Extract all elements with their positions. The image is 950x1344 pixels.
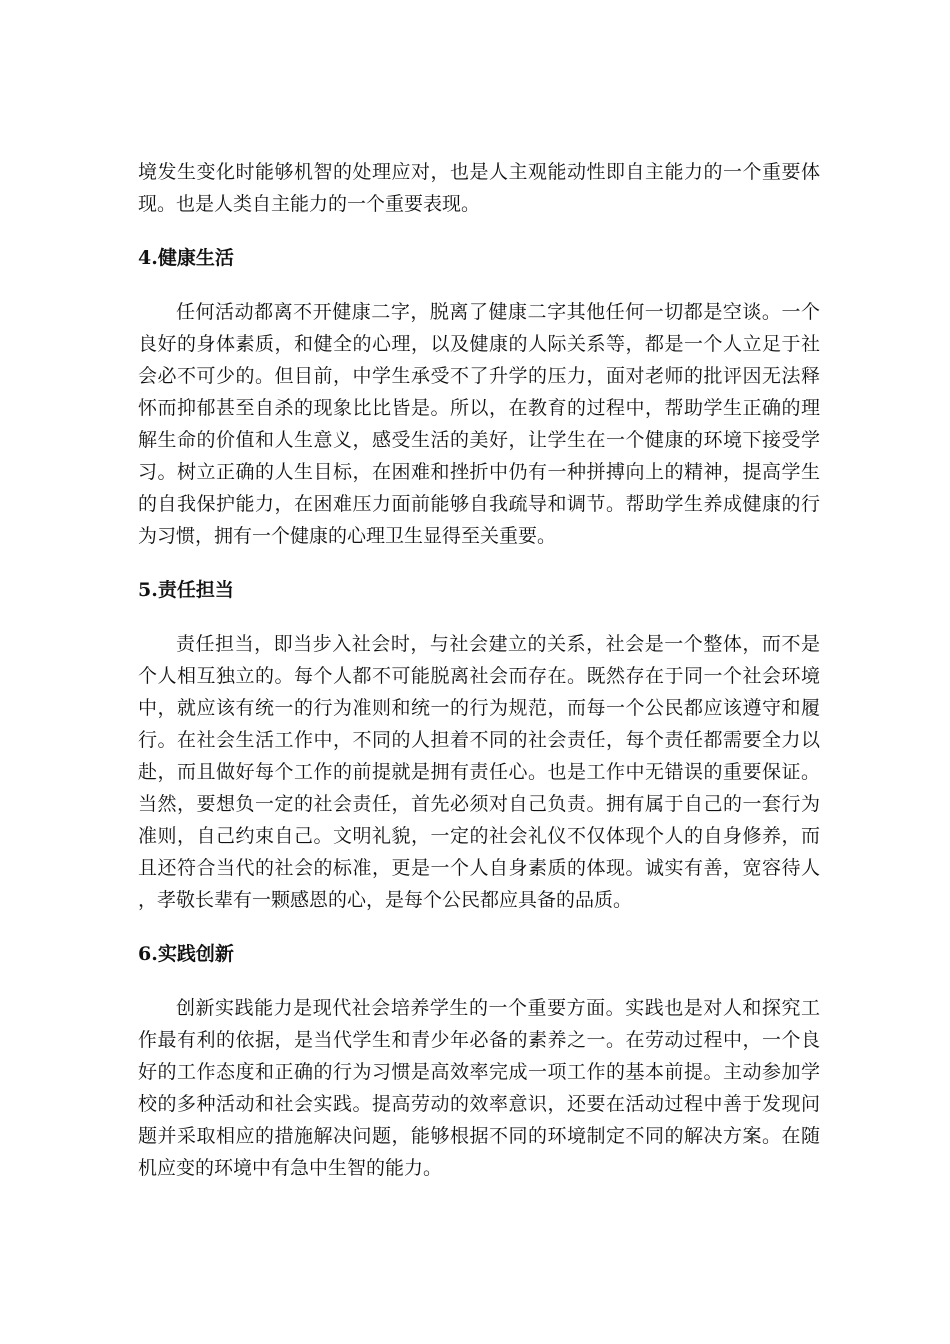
intro-paragraph: 境发生变化时能够机智的处理应对，也是人主观能动性即自主能力的一个重要体现。也是人类自主能力的一个重要表现。 — [138, 161, 820, 215]
section-body-responsibility: 责任担当，即当步入社会时，与社会建立的关系，社会是一个整体，而不是个人相互独立的。每个人都不可能脱离社会而存在。既然存在于同一个社会环境中，就应该有统一的行为准则和统一的行为规范，而每一个公民都应该遵守和履行。在社会生活工作中，不同的人担着不同的社会责任，每个责任都需要全力以赴，而且做好每个工作的前提就是拥有责任心。也是工作中无错误的重要保证。当然，要想负一定的社会责任，首先必须对自己负责。拥有属于自己的一套行为准则，自己约束自己。文明礼貌，一定的社会礼仪不仅体现个人的自身修养，而且还符合当代的社会的标准，更是一个人自身素质的体现。诚实有善，宽容待人，孝敬长辈有一颗感恩的心，是每个公民都应具备的品质。 — [138, 633, 820, 911]
section-heading-innovation: 6.实践创新 — [138, 943, 234, 965]
section-body-innovation: 创新实践能力是现代社会培养学生的一个重要方面。实践也是对人和探究工作最有利的依据，是当代学生和青少年必备的素养之一。在劳动过程中，一个良好的工作态度和正确的行为习惯是高效率完成一项工作的基本前提。主动参加学校的多种活动和社会实践。提高劳动的效率意识，还要在活动过程中善于发现问题并采取相应的措施解决问题，能够根据不同的环境制定不同的解决方案。在随机应变的环境中有急中生智的能力。 — [138, 997, 820, 1179]
document-page — [138, 156, 820, 1184]
section-body-health: 任何活动都离不开健康二字，脱离了健康二字其他任何一切都是空谈。一个良好的身体素质，和健全的心理，以及健康的人际关系等，都是一个人立足于社会必不可少的。但目前，中学生承受不了升学的压力，面对老师的批评因无法释怀而抑郁甚至自杀的现象比比皆是。所以，在教育的过程中，帮助学生正确的理解生命的价值和人生意义，感受生活的美好，让学生在一个健康的环境下接受学习。树立正确的人生目标，在困难和挫折中仍有一种拼搏向上的精神，提高学生的自我保护能力，在困难压力面前能够自我疏导和调节。帮助学生养成健康的行为习惯，拥有一个健康的心理卫生显得至关重要。 — [138, 301, 820, 547]
section-heading-responsibility: 5.责任担当 — [138, 579, 234, 601]
section-heading-health: 4.健康生活 — [138, 247, 234, 269]
